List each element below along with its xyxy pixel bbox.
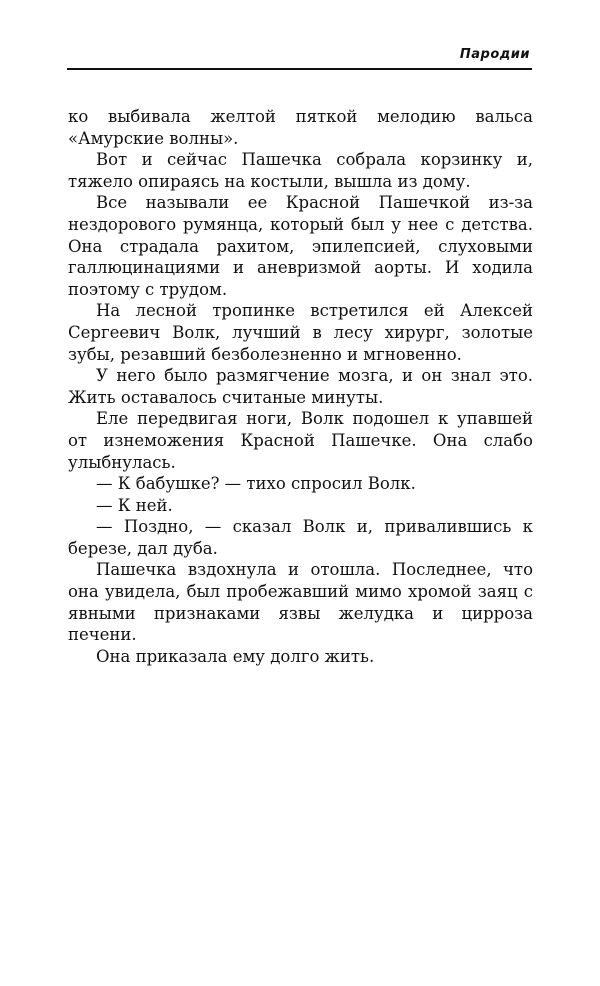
paragraph: Она приказала ему долго жить. [96, 646, 375, 666]
body-text [68, 106, 533, 667]
paragraph: Еле передвигая ноги, Волк подошел к упавшей от изнеможения Красной Пашечке. Она слабо улыбнулась. [68, 409, 533, 472]
paragraph: Вот и сейчас Пашечка собрала корзинку и, тяжело опираясь на костыли, вышла из дому. [68, 150, 533, 191]
paragraph: Пашечка вздохнула и отошла. Последнее, что она увидела, был пробежавший мимо хромой заяц с явными признаками язвы желудка и цирроза печени. [68, 560, 533, 645]
paragraph: На лесной тропинке встретился ей Алексей Сергеевич Волк, лучший в лесу хирург, золотые зубы, резавший безболезненно и мгновенно. [68, 301, 533, 364]
header-rule [67, 68, 532, 70]
running-head: Пародии [459, 47, 530, 62]
dialogue-line: — Поздно, — сказал Волк и, привалившись к березе, дал дуба. [68, 517, 533, 558]
paragraph-continuation: ко выбивала желтой пяткой мелодию вальса «Амурские волны». [68, 107, 533, 148]
dialogue-line: — К бабушке? — тихо спросил Волк. [96, 474, 416, 494]
paragraph: Все называли ее Красной Пашечкой из-за нездорового румянца, который был у нее с детства. Она страдала рахитом, эпилепсией, слуховыми галлюцинациями и аневризмой аорты. И ходила поэтому с трудом. [68, 193, 533, 299]
paragraph: У него было размягчение мозга, и он знал это. Жить оставалось считаные минуты. [68, 366, 533, 407]
dialogue-line: — К ней. [96, 495, 173, 515]
